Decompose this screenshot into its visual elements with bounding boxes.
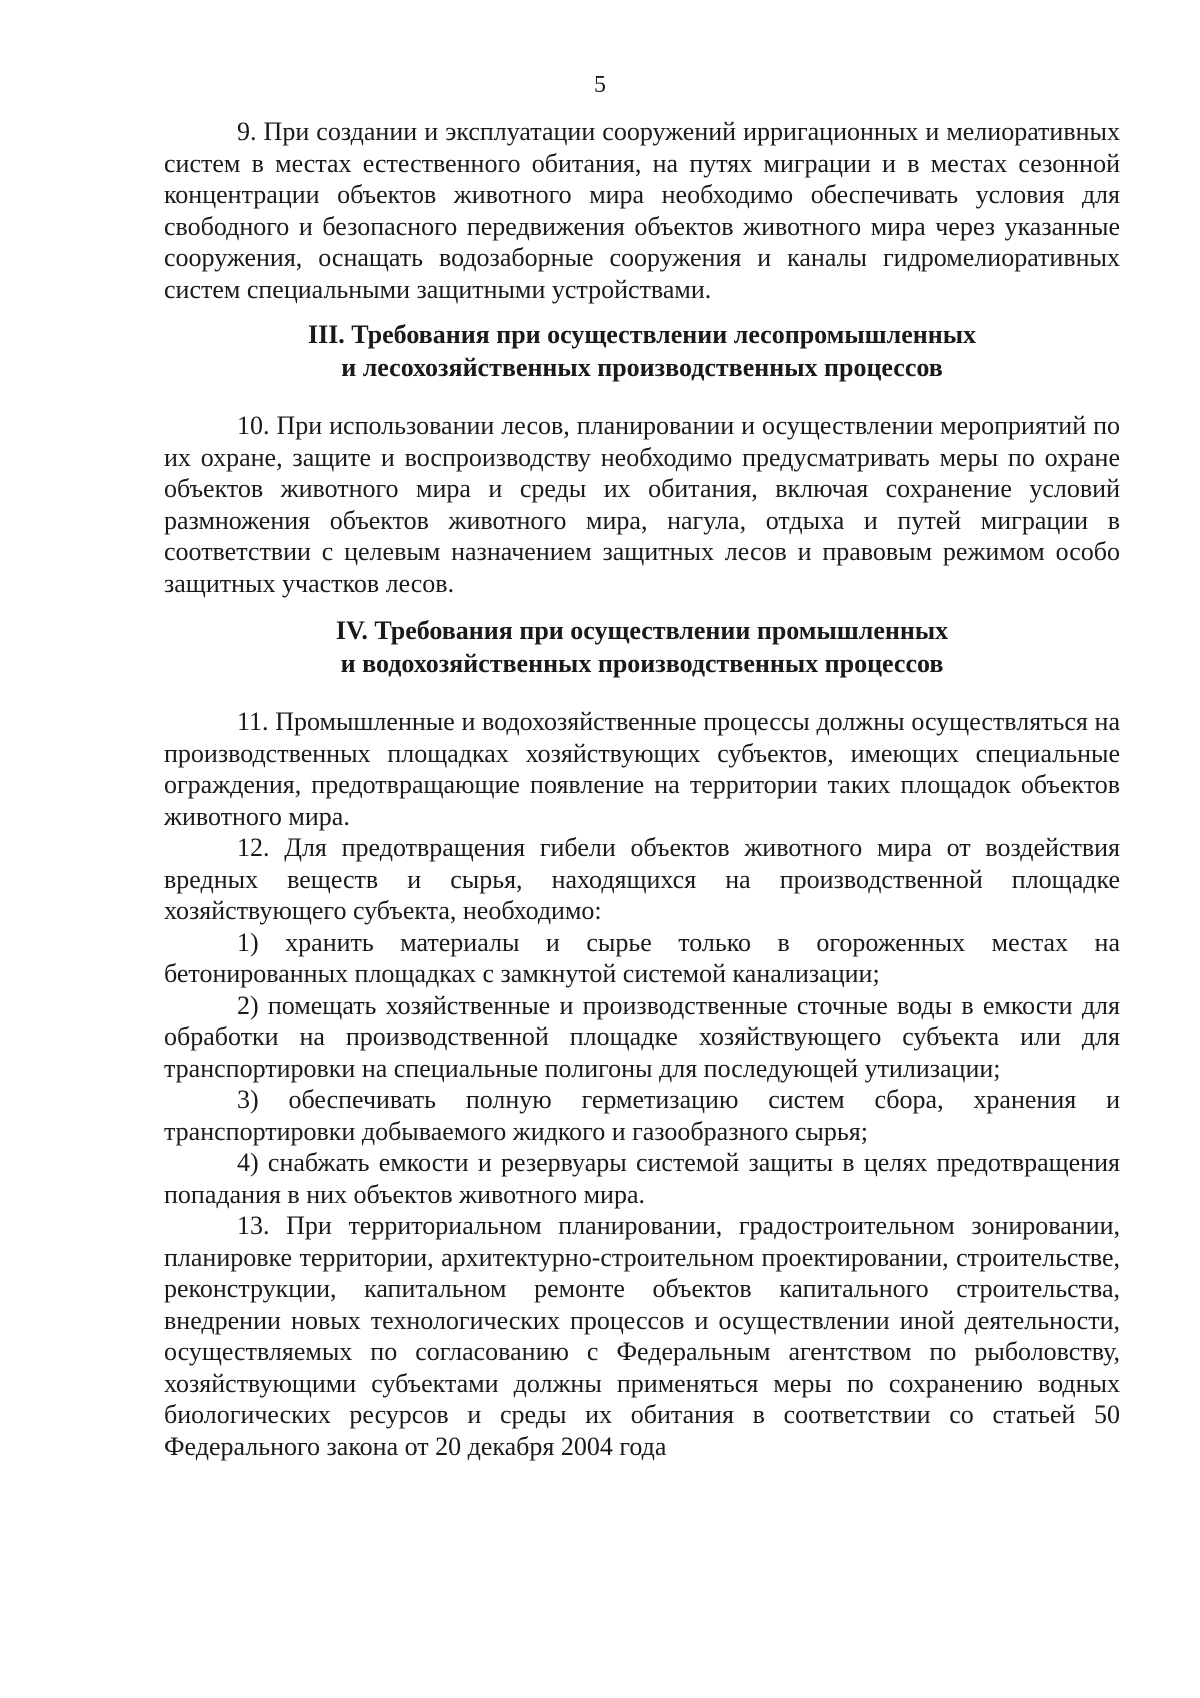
heading-line: IV. Требования при осуществлении промышленных xyxy=(335,616,949,645)
list-item-1: 1) хранить материалы и сырье только в огороженных местах на бетонированных площадках с замкнутой системой канализации; xyxy=(164,927,1120,988)
paragraph: 10. При использовании лесов, планировании и осуществлении мероприятий по их охране, защите и воспроизводству необходимо предусматривать меры по охране объектов животного мира и среды их обитания, включая сохранение условий размножения объектов животного мира, нагула, отдыха и путей миграции в соответствии с целевым назначением защитных лесов и правовым режимом особо защитных участков лесов. xyxy=(164,411,1120,598)
paragraph-12: 12. Для предотвращения гибели объектов животного мира от воздействия вредных веществ и сырья, находящихся на производственной площадке хозяйствующего субъекта, необходимо: xyxy=(164,833,1120,925)
paragraph: 9. При создании и эксплуатации сооружений ирригационных и мелиоративных систем в местах естественного обитания, на путях миграции и в местах сезонной концентрации объектов животного мира необходимо обеспечивать условия для свободного и безопасного передвижения объектов животного мира через указанные сооружения, оснащать водозаборные сооружения и каналы гидромелиоративных систем специальными защитными устройствами. xyxy=(164,117,1120,304)
clause-10-block xyxy=(164,410,1120,599)
section-heading-4 xyxy=(164,614,1120,680)
list-item-2: 2) помещать хозяйственные и производственные сточные воды в емкости для обработки на производственной площадке хозяйствующего субъекта или для транспортировки на специальные полигоны для последующей утилизации; xyxy=(164,990,1120,1083)
section-heading-3 xyxy=(164,318,1120,384)
clauses-11-13-block xyxy=(164,706,1120,1462)
paragraph-13: 13. При территориальном планировании, градостроительном зонировании, планировке территории, архитектурно-строительном проектировании, строительстве, реконструкции, капитальном ремонте объектов капитального строительства, внедрении новых технологических процессов и осуществлении иной деятельности, осуществляемых по согласованию с Федеральным агентством по рыболовству, хозяйствующими субъектами должны применяться меры по сохранению водных биологических ресурсов и среды их обитания в соответствии со статьей 50 Федерального закона от 20 декабря 2004 года xyxy=(164,1211,1120,1461)
page-number: 5 xyxy=(594,72,606,98)
heading-line: и водохозяйственных производственных процессов xyxy=(340,649,944,678)
clause-9-block xyxy=(164,116,1120,305)
paragraph-11: 11. Промышленные и водохозяйственные процессы должны осуществляться на производственных площадках хозяйствующих субъектов, имеющих специальные ограждения, предотвращающие появление на территории таких площадок объектов животного мира. xyxy=(164,707,1120,831)
heading-line: и лесохозяйственных производственных процессов xyxy=(341,353,943,382)
list-item-4: 4) снабжать емкости и резервуары системой защиты в целях предотвращения попадания в них объектов животного мира. xyxy=(164,1148,1120,1209)
list-item-3: 3) обеспечивать полную герметизацию систем сбора, хранения и транспортировки добываемого жидкого и газообразного сырья; xyxy=(164,1085,1120,1146)
heading-line: III. Требования при осуществлении лесопромышленных xyxy=(307,320,977,349)
